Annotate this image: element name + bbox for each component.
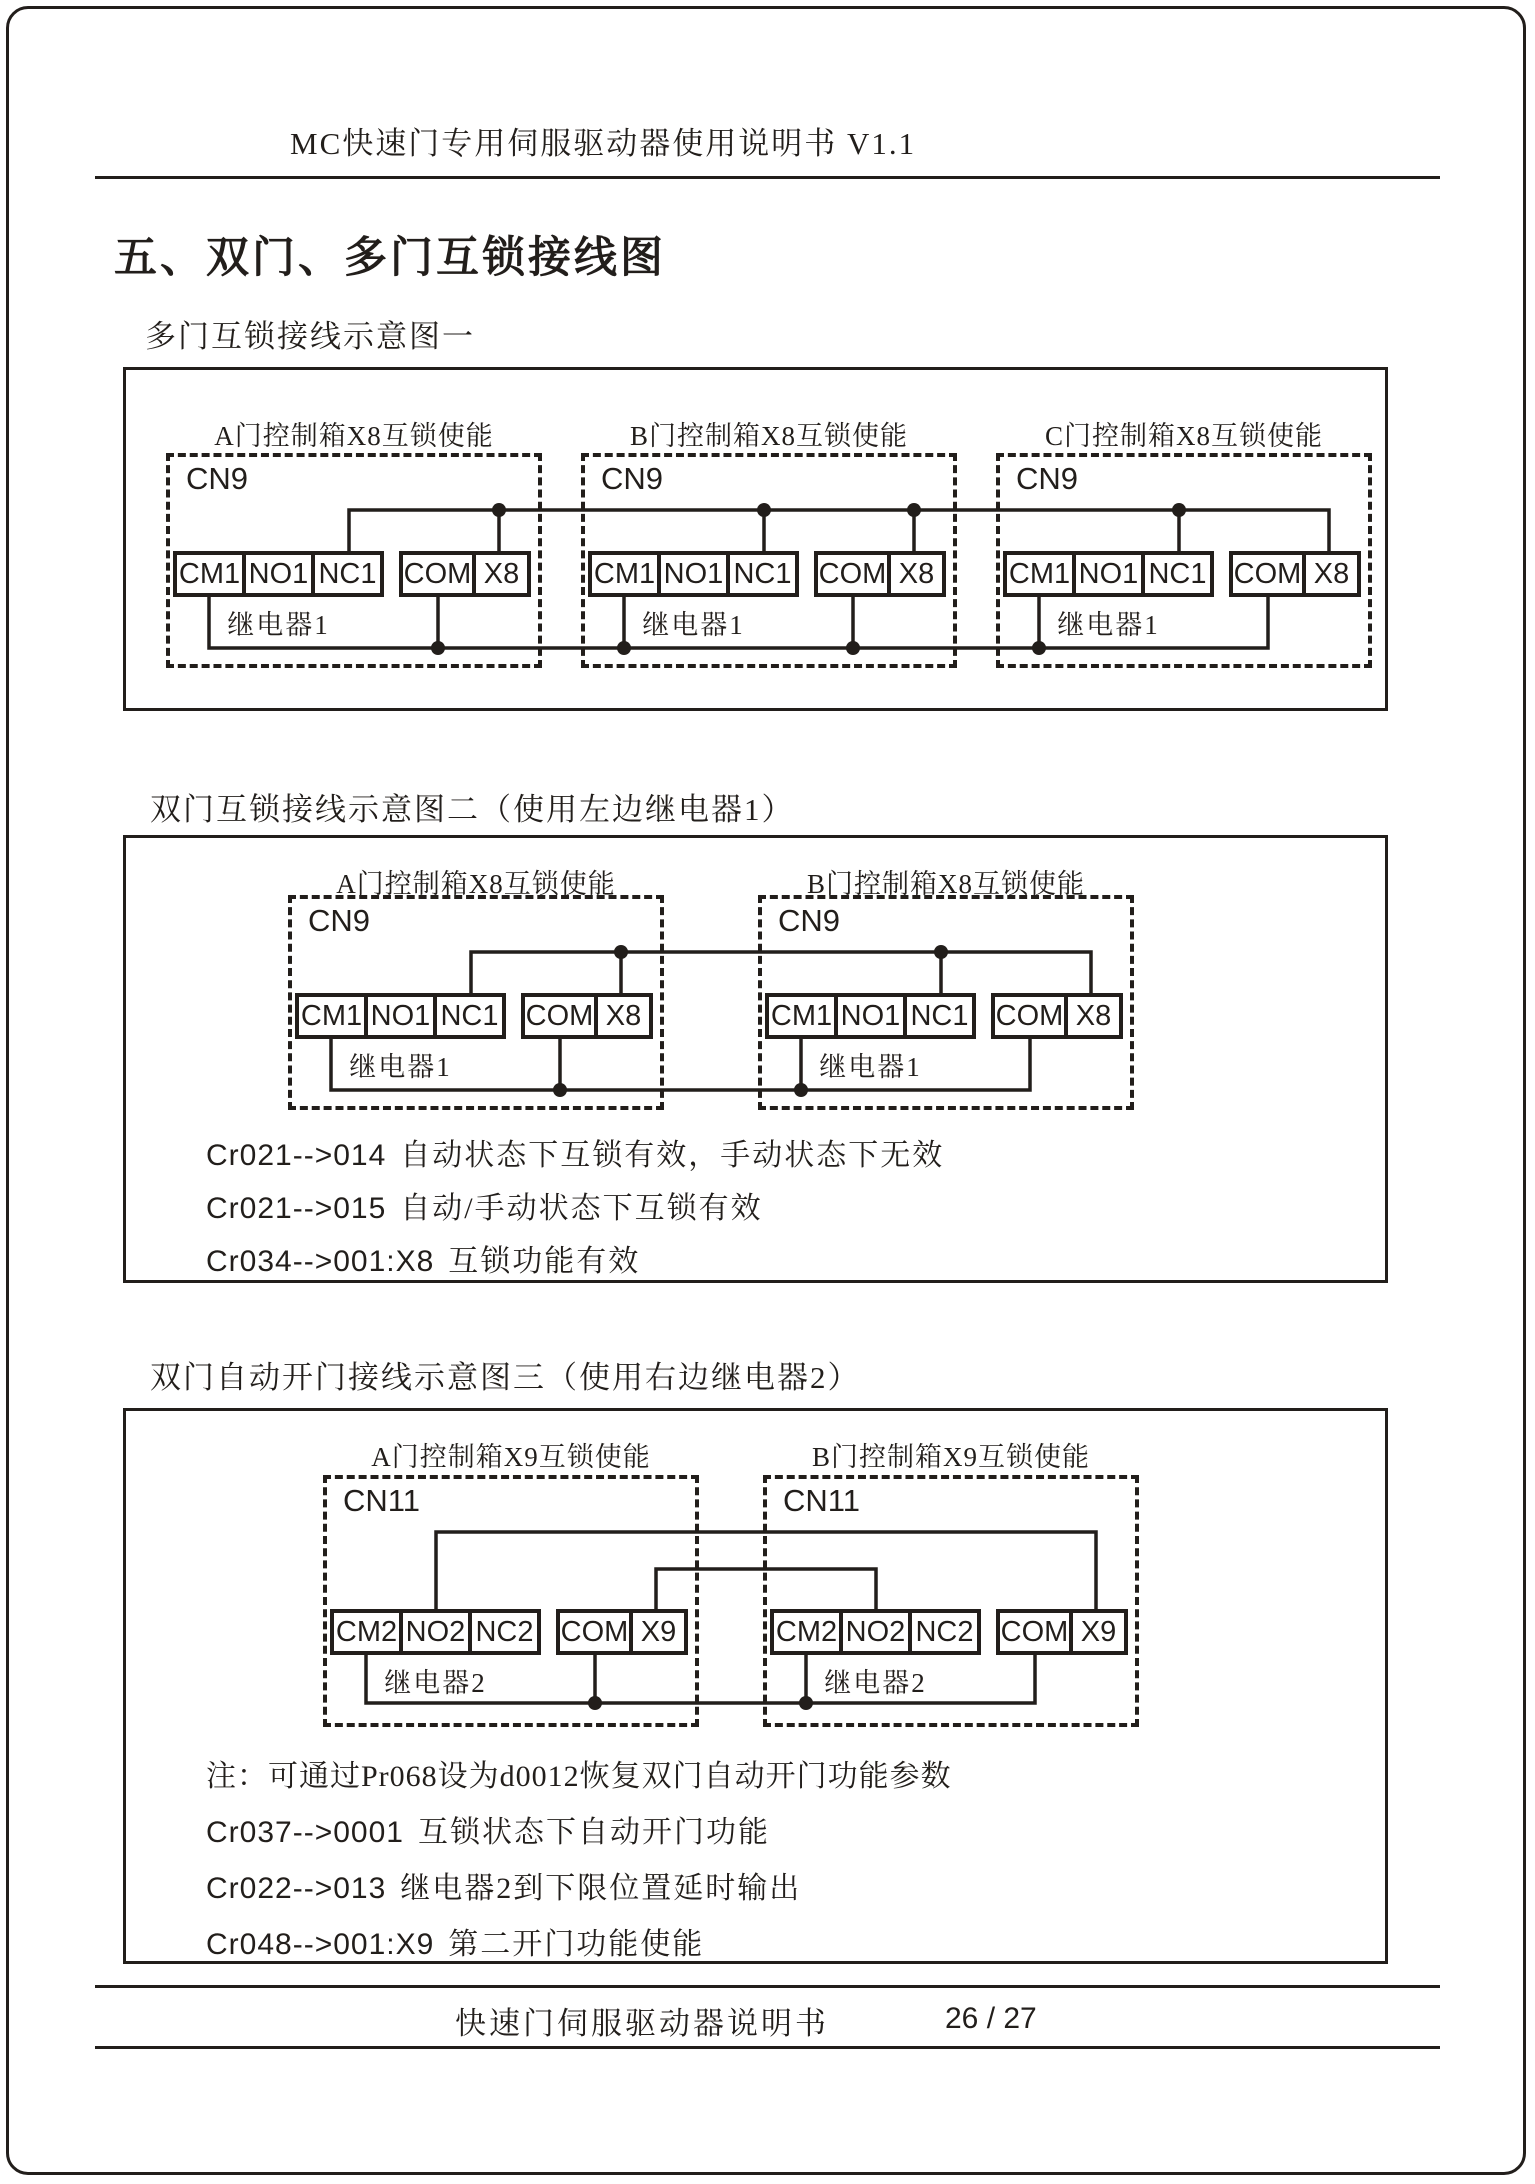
relay-label: 继电器1 bbox=[349, 1052, 452, 1082]
parameter-desc: 继电器2到下限位置延时输出 bbox=[400, 1872, 802, 1905]
door-c-box bbox=[996, 453, 1372, 668]
relay-label: 继电器1 bbox=[227, 610, 330, 640]
connector-label: CN9 bbox=[186, 461, 249, 496]
terminal-cell: CM1 bbox=[173, 551, 246, 597]
terminal-cell: COM bbox=[814, 551, 891, 597]
connector-label: CN9 bbox=[778, 903, 841, 938]
parameter-line bbox=[206, 1919, 704, 1963]
door-a-title: A门控制箱X9互锁使能 bbox=[371, 1442, 651, 1472]
terminal-cell: COM bbox=[996, 1609, 1073, 1655]
relay-label: 继电器1 bbox=[819, 1052, 922, 1082]
terminal-cell: CM2 bbox=[770, 1609, 843, 1655]
terminal-cell: NC1 bbox=[726, 551, 799, 597]
door-a-box bbox=[166, 453, 542, 668]
terminal-cell: X9 bbox=[1069, 1609, 1128, 1655]
diagram3-caption: 双门自动开门接线示意图三（使用右边继电器2） bbox=[150, 1360, 861, 1395]
diagram3-note bbox=[206, 1751, 952, 1795]
parameter-desc: 自动状态下互锁有效，手动状态下无效 bbox=[400, 1139, 945, 1172]
terminal-cell: COM bbox=[1229, 551, 1306, 597]
terminal-cell: NO1 bbox=[657, 551, 730, 597]
relay-label: 继电器1 bbox=[1057, 610, 1160, 640]
terminal-cell: NO1 bbox=[364, 993, 437, 1039]
parameter-line bbox=[206, 1183, 763, 1227]
terminal-cell: COM bbox=[399, 551, 476, 597]
connector-label: CN9 bbox=[1016, 461, 1079, 496]
parameter-code: Cr034-->001:X8 bbox=[206, 1245, 435, 1278]
terminal-cell: NO2 bbox=[399, 1609, 472, 1655]
diagram2-caption: 双门互锁接线示意图二（使用左边继电器1） bbox=[150, 792, 795, 827]
diagram2-frame bbox=[123, 835, 1388, 1283]
section-title: 五、双门、多门互锁接线图 bbox=[114, 235, 666, 282]
diagram1-caption: 多门互锁接线示意图一 bbox=[145, 319, 475, 354]
terminal-cell: NC1 bbox=[433, 993, 506, 1039]
terminal-cell: X9 bbox=[629, 1609, 688, 1655]
door-c-title: C门控制箱X8互锁使能 bbox=[1044, 421, 1323, 451]
footer-page-number: 26 / 27 bbox=[945, 2002, 1037, 2035]
terminal-cell: NC1 bbox=[903, 993, 976, 1039]
footer-doc-title: 快速门伺服驱动器说明书 bbox=[455, 2006, 829, 2041]
header-rule bbox=[95, 176, 1440, 179]
terminal-cell: X8 bbox=[472, 551, 531, 597]
terminal-cell: X8 bbox=[887, 551, 946, 597]
diagram1-frame bbox=[123, 367, 1388, 711]
footer-rule-bottom bbox=[95, 2046, 1440, 2049]
terminal-cell: NO1 bbox=[242, 551, 315, 597]
door-a-box bbox=[323, 1475, 699, 1727]
parameter-line bbox=[206, 1130, 944, 1174]
terminal-cell: X8 bbox=[1302, 551, 1361, 597]
terminal-cell: NO1 bbox=[834, 993, 907, 1039]
connector-label: CN9 bbox=[601, 461, 664, 496]
terminal-cell: NC1 bbox=[311, 551, 384, 597]
terminal-cell: COM bbox=[556, 1609, 633, 1655]
door-a-title: A门控制箱X8互锁使能 bbox=[336, 869, 616, 899]
footer-rule-top bbox=[95, 1985, 1440, 1988]
door-a-title: A门控制箱X8互锁使能 bbox=[214, 421, 494, 451]
parameter-line bbox=[206, 1863, 801, 1907]
terminal-cell: X8 bbox=[1064, 993, 1123, 1039]
note-label: 注： bbox=[206, 1760, 268, 1793]
relay-label: 继电器2 bbox=[824, 1668, 927, 1698]
terminal-cell: NO2 bbox=[839, 1609, 912, 1655]
door-b-box bbox=[758, 895, 1134, 1110]
terminal-cell: NO1 bbox=[1072, 551, 1145, 597]
parameter-code: Cr022-->013 bbox=[206, 1872, 387, 1905]
terminal-cell: NC2 bbox=[908, 1609, 981, 1655]
terminal-cell: NC1 bbox=[1141, 551, 1214, 597]
parameter-code: Cr021-->014 bbox=[206, 1139, 387, 1172]
door-a-box bbox=[288, 895, 664, 1110]
relay-label: 继电器2 bbox=[384, 1668, 487, 1698]
connector-label: CN11 bbox=[343, 1483, 420, 1518]
document-header-title: MC快速门专用伺服驱动器使用说明书 V1.1 bbox=[290, 126, 917, 161]
terminal-cell: CM1 bbox=[588, 551, 661, 597]
parameter-code: Cr037-->0001 bbox=[206, 1816, 404, 1849]
door-b-box bbox=[763, 1475, 1139, 1727]
terminal-cell: NC2 bbox=[468, 1609, 541, 1655]
parameter-code: Cr021-->015 bbox=[206, 1192, 387, 1225]
door-b-title: B门控制箱X9互锁使能 bbox=[811, 1442, 1090, 1472]
parameter-desc: 第二开门功能使能 bbox=[448, 1928, 705, 1961]
terminal-cell: CM1 bbox=[765, 993, 838, 1039]
door-b-box bbox=[581, 453, 957, 668]
door-b-title: B门控制箱X8互锁使能 bbox=[806, 869, 1085, 899]
terminal-cell: COM bbox=[521, 993, 598, 1039]
parameter-line bbox=[206, 1807, 770, 1851]
terminal-cell: X8 bbox=[594, 993, 653, 1039]
parameter-line bbox=[206, 1236, 640, 1280]
terminal-cell: CM1 bbox=[1003, 551, 1076, 597]
terminal-cell: COM bbox=[991, 993, 1068, 1039]
terminal-cell: CM1 bbox=[295, 993, 368, 1039]
terminal-cell: CM2 bbox=[330, 1609, 403, 1655]
parameter-desc: 互锁功能有效 bbox=[448, 1245, 641, 1278]
connector-label: CN9 bbox=[308, 903, 371, 938]
connector-label: CN11 bbox=[783, 1483, 860, 1518]
parameter-code: Cr048-->001:X9 bbox=[206, 1928, 435, 1961]
diagram3-frame bbox=[123, 1408, 1388, 1964]
door-b-title: B门控制箱X8互锁使能 bbox=[629, 421, 908, 451]
parameter-desc: 自动/手动状态下互锁有效 bbox=[400, 1192, 763, 1225]
note-text: 可通过Pr068设为d0012恢复双门自动开门功能参数 bbox=[268, 1760, 952, 1793]
parameter-desc: 互锁状态下自动开门功能 bbox=[417, 1816, 770, 1849]
relay-label: 继电器1 bbox=[642, 610, 745, 640]
